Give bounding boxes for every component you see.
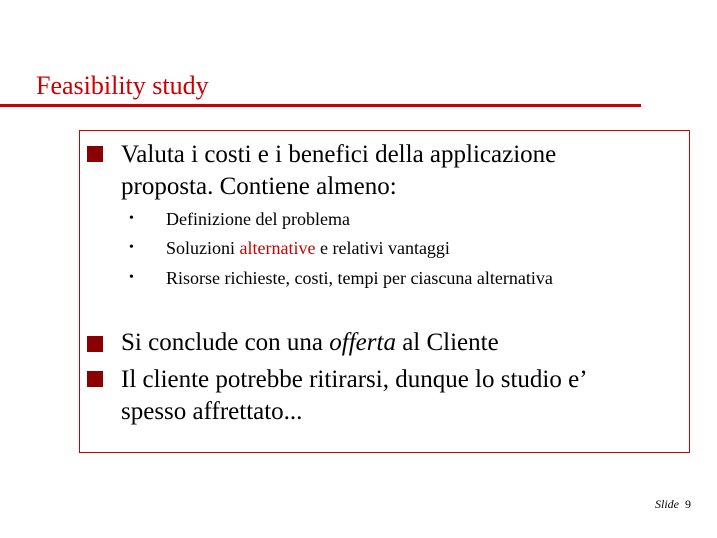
- bullet-text-1: [121, 139, 556, 203]
- slide-number-value: 9: [685, 497, 691, 511]
- bullet-3-line-1: Il cliente potrebbe ritirarsi, dunque lo studio e’: [121, 366, 588, 393]
- bullet-2-pre: Si conclude con una: [121, 329, 330, 356]
- sub-item-1: Definizione del problema: [166, 209, 350, 229]
- slide-title: Feasibility study: [36, 71, 209, 100]
- sub-item-2-pre: Soluzioni: [166, 238, 240, 258]
- sub-item-2-post: e relativi vantaggi: [315, 238, 450, 258]
- sub-bullet-dot-icon: •: [129, 270, 134, 285]
- bullet-square-icon: [87, 371, 103, 387]
- bullet-2-emphasis: offerta: [329, 329, 396, 356]
- bullet-square-icon: [87, 146, 103, 162]
- title-underline: [0, 104, 641, 107]
- sub-item-3: Risorse richieste, costi, tempi per ciascuna alternativa: [166, 268, 553, 288]
- sub-bullet-dot-icon: •: [129, 240, 134, 255]
- sub-item-2: [166, 239, 450, 257]
- bullet-1-line-2: proposta. Contiene almeno:: [121, 173, 397, 200]
- bullet-1-line-1: Valuta i costi e i benefici della applicazione: [121, 141, 557, 168]
- sub-item-2-highlight: alternative: [239, 238, 316, 258]
- bullet-text-2: [121, 327, 499, 359]
- slide-number: [655, 497, 691, 512]
- bullet-2-post: al Cliente: [395, 329, 499, 356]
- slide-label: Slide: [655, 497, 679, 511]
- bullet-3-line-2: spesso affrettato...: [121, 398, 303, 425]
- bullet-text-3: [121, 364, 588, 428]
- bullet-square-icon: [87, 336, 103, 352]
- sub-bullet-dot-icon: •: [129, 211, 134, 226]
